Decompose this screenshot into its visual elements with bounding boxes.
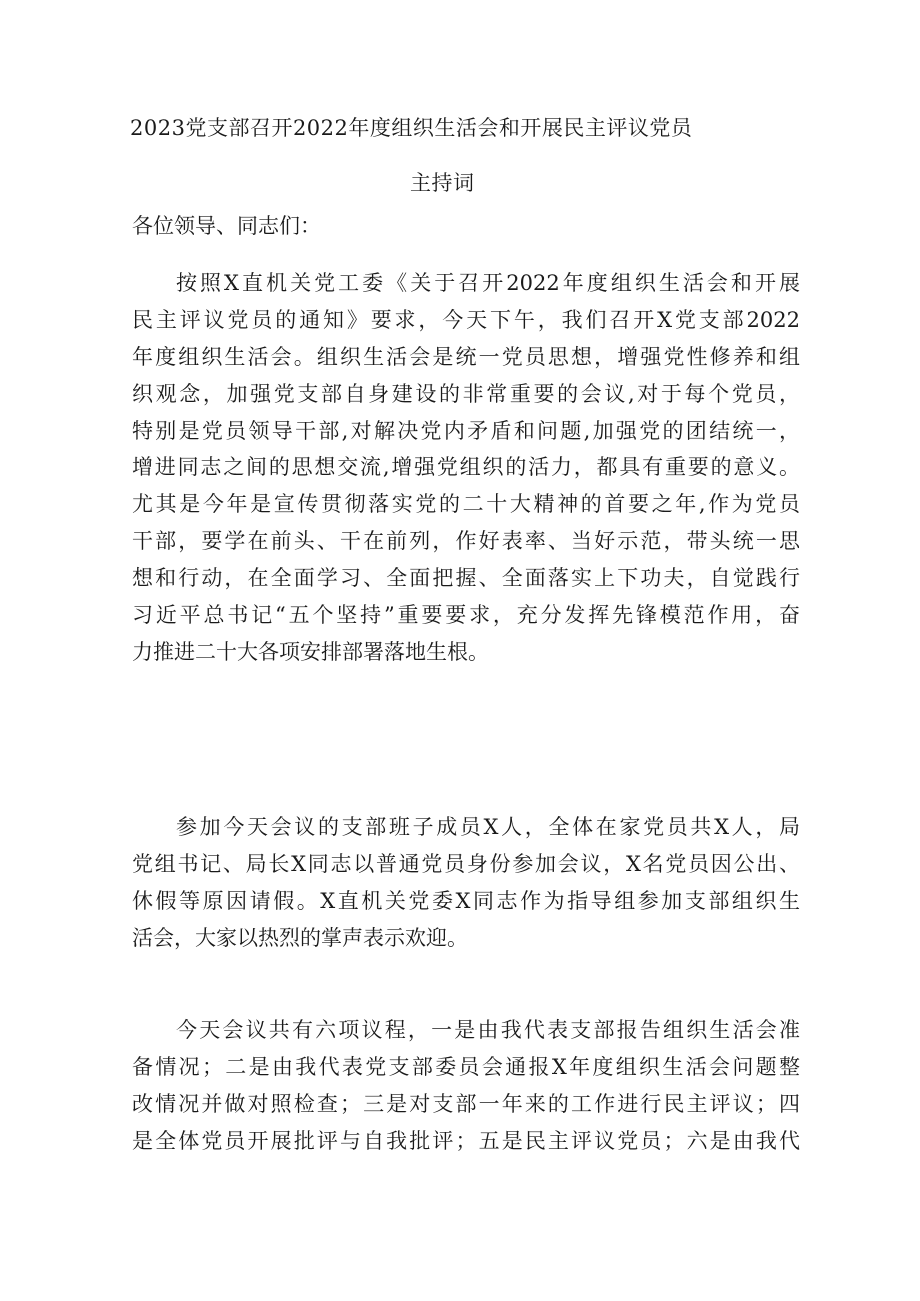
paragraph-intro — [132, 265, 800, 671]
paragraph-line: 特别是党员领导干部,对解决党内矛盾和问题,加强党的团结统一， — [132, 418, 800, 443]
salutation: 各位领导、同志们： — [132, 214, 321, 238]
paragraph-line: 想和行动，在全面学习、全面把握、全面落实上下功夫，自觉践行 — [132, 566, 800, 591]
paragraph-line: 年度组织生活会。组织生活会是统一党员思想，增强党性修养和组 — [132, 344, 800, 369]
document-title-line-2: 主持词 — [410, 171, 475, 195]
paragraph-attendance — [132, 809, 800, 957]
paragraph-line: 参加今天会议的支部班子成员X人，全体在家党员共X人，局 — [176, 815, 800, 839]
paragraph-line: 干部，要学在前头、干在前列，作好表率、当好示范，带头统一思 — [132, 529, 800, 554]
document-title-line-1: 2023党支部召开2022年度组织生活会和开展民主评议党员 — [130, 116, 693, 140]
paragraph-line: 增进同志之间的思想交流,增强党组织的活力，都具有重要的意义。 — [132, 455, 800, 480]
paragraph-line: 是全体党员开展批评与自我批评；五是民主评议党员；六是由我代 — [132, 1128, 800, 1153]
paragraph-line: 改情况并做对照检查；三是对支部一年来的工作进行民主评议；四 — [132, 1091, 800, 1116]
paragraph-line: 今天会议共有六项议程，一是由我代表支部报告组织生活会准 — [176, 1018, 800, 1042]
paragraph-line: 休假等原因请假。X直机关党委X同志作为指导组参加支部组织生 — [132, 888, 800, 913]
paragraph-line: 备情况；二是由我代表党支部委员会通报X年度组织生活会问题整 — [132, 1054, 800, 1079]
paragraph-line: 力推进二十大各项安排部署落地生根。 — [132, 639, 489, 664]
paragraph-agenda — [132, 1012, 800, 1160]
paragraph-line: 党组书记、局长X同志以普通党员身份参加会议，X名党员因公出、 — [132, 851, 800, 876]
paragraph-line: 民主评议党员的通知》要求，今天下午，我们召开X党支部2022 — [132, 307, 800, 332]
paragraph-line: 习近平总书记“五个坚持”重要要求，充分发挥先锋模范作用，奋 — [132, 603, 800, 628]
paragraph-line: 按照X直机关党工委《关于召开2022年度组织生活会和开展 — [176, 271, 800, 295]
paragraph-line: 尤其是今年是宣传贯彻落实党的二十大精神的首要之年,作为党员 — [132, 492, 800, 517]
paragraph-line: 织观念，加强党支部自身建设的非常重要的会议,对于每个党员， — [132, 381, 800, 406]
paragraph-line: 活会，大家以热烈的掌声表示欢迎。 — [132, 925, 468, 950]
